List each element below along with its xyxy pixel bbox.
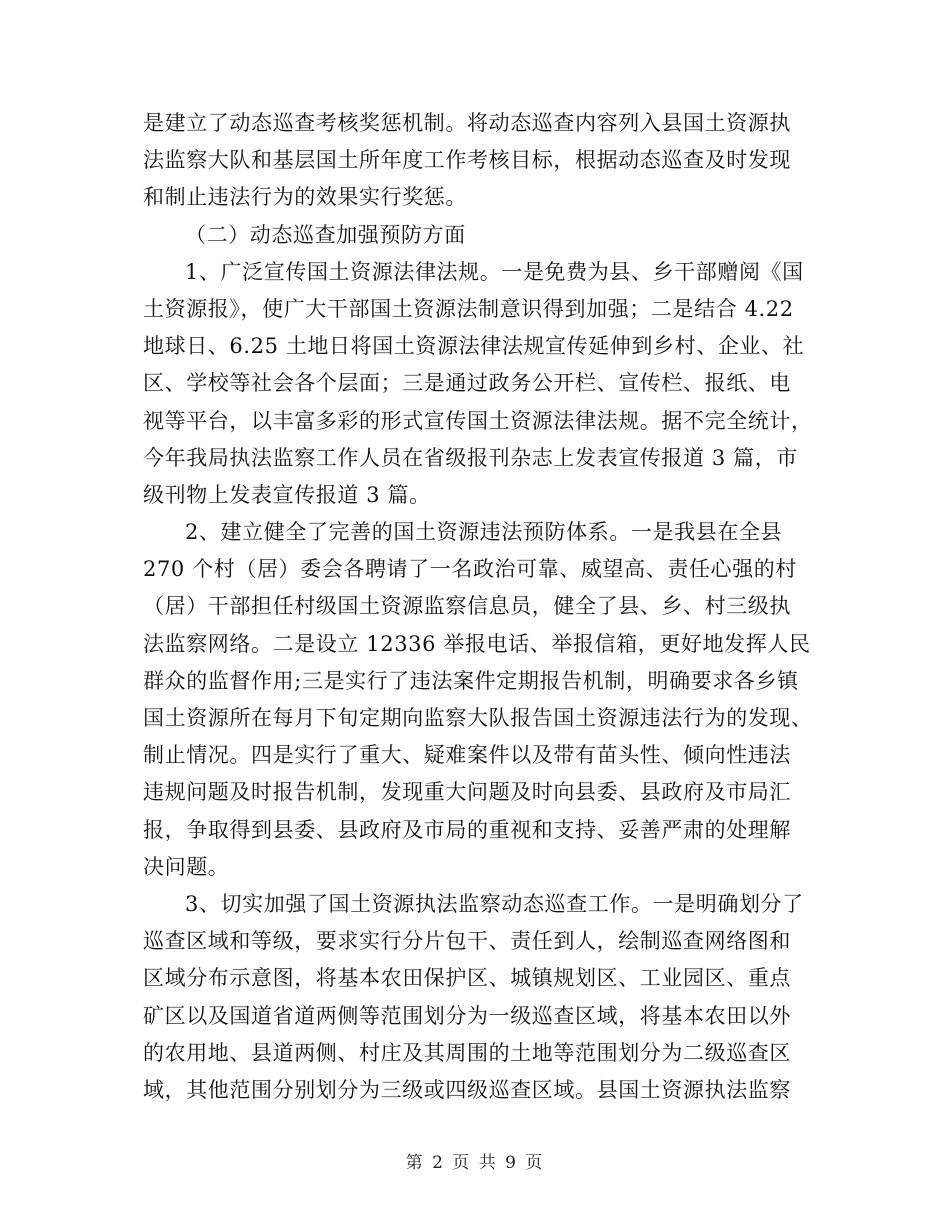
text-line: 今年我局执法监察工作人员在省级报刊杂志上发表宣传报道 3 篇，市 xyxy=(143,445,798,470)
text-line: 1、广泛宣传国土资源法律法规。一是免费为县、乡干部赠阅《国 xyxy=(185,259,804,284)
text-line: 矿区以及国道省道两侧等范围划分为一级巡查区域，将基本农田以外 xyxy=(143,1003,791,1028)
text-line: 群众的监督作用;三是实行了违法案件定期报告机制，明确要求各乡镇 xyxy=(143,668,799,693)
text-line: 3、切实加强了国土资源执法监察动态巡查工作。一是明确划分了 xyxy=(185,891,804,916)
text-line: 决问题。 xyxy=(143,854,230,879)
text-line: 区、学校等社会各个层面；三是通过政务公开栏、宣传栏、报纸、电 xyxy=(143,371,791,396)
text-line: 国土资源所在每月下旬定期向监察大队报告国土资源违法行为的发现、 xyxy=(143,706,813,730)
page-number-footer: 第 2 页 共 9 页 xyxy=(405,1153,545,1173)
text-line: 法监察大队和基层国土所年度工作考核目标，根据动态巡查及时发现 xyxy=(143,148,791,173)
text-line: 是建立了动态巡查考核奖惩机制。将动态巡查内容列入县国土资源执 xyxy=(143,111,791,135)
text-line: 报，争取得到县委、县政府及市局的重视和支持、妥善严肃的处理解 xyxy=(143,817,791,842)
text-line: 制止情况。四是实行了重大、疑难案件以及带有苗头性、倾向性违法 xyxy=(143,743,791,768)
document-body xyxy=(143,105,813,1109)
text-line: （居）干部担任村级国土资源监察信息员，健全了县、乡、村三级执 xyxy=(143,594,791,619)
text-line: 法监察网络。二是设立 12336 举报电话、举报信箱，更好地发挥人民 xyxy=(143,631,811,656)
text-line: 区域分布示意图，将基本农田保护区、城镇规划区、工业园区、重点 xyxy=(143,966,791,991)
text-line: 土资源报》，使广大干部国土资源法制意识得到加强；二是结合 4.22 xyxy=(143,296,794,321)
text-line: 视等平台，以丰富多彩的形式宣传国土资源法律法规。据不完全统计， xyxy=(143,408,813,433)
text-line: 域，其他范围分别划分为三级或四级巡查区域。县国土资源执法监察 xyxy=(143,1077,791,1102)
text-line: 地球日、6.25 土地日将国土资源法律法规宣传延伸到乡村、企业、社 xyxy=(143,334,805,359)
text-line: 巡查区域和等级，要求实行分片包干、责任到人，绘制巡查网络图和 xyxy=(143,929,791,954)
text-line: 270 个村（居）委会各聘请了一名政治可靠、威望高、责任心强的村 xyxy=(143,557,797,582)
text-line: 和制止违法行为的效果实行奖惩。 xyxy=(143,185,467,210)
text-line: 的农用地、县道两侧、村庄及其周围的土地等范围划分为二级巡查区 xyxy=(143,1040,791,1065)
text-line: 级刊物上发表宣传报道 3 篇。 xyxy=(143,482,431,507)
text-line: 2、建立健全了完善的国土资源违法预防体系。一是我县在全县 xyxy=(185,520,783,545)
text-line: 违规问题及时报告机制，发现重大问题及时向县委、县政府及市局汇 xyxy=(143,780,791,805)
section-heading: （二）动态巡查加强预防方面 xyxy=(185,222,466,247)
